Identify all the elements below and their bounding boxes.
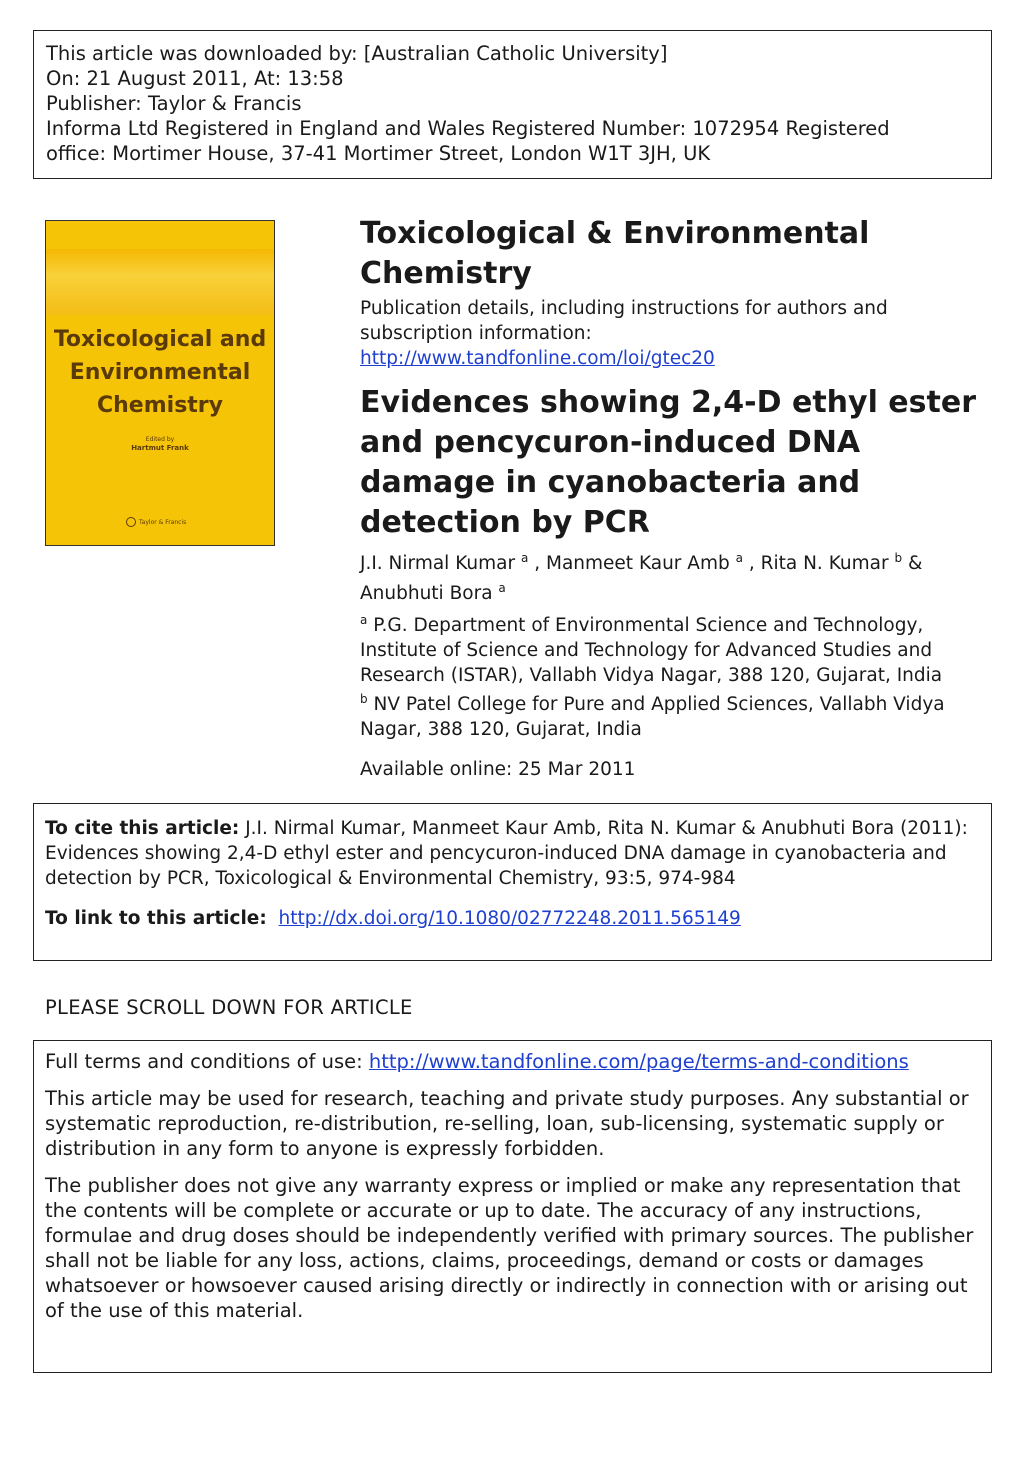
author-affiliation-mark: a bbox=[735, 550, 743, 565]
cover-band bbox=[46, 249, 274, 315]
cite-paragraph bbox=[45, 816, 980, 891]
journal-title: Toxicological & Environmental Chemistry bbox=[360, 216, 870, 291]
terms-link[interactable]: http://www.tandfonline.com/page/terms-and-conditions bbox=[368, 1050, 909, 1073]
cover-title-line: Chemistry bbox=[97, 393, 223, 418]
publisher-logo bbox=[126, 517, 186, 527]
author-name: Rita N. Kumar bbox=[760, 553, 889, 574]
doi-link[interactable]: http://dx.doi.org/10.1080/02772248.2011.565149 bbox=[278, 908, 741, 929]
publication-details-text: Publication details, including instructions for authors and subscription information: bbox=[360, 298, 888, 344]
affiliation-mark: b bbox=[360, 691, 368, 706]
author-affiliation-mark: b bbox=[894, 550, 903, 565]
available-online: Available online: 25 Mar 2011 bbox=[360, 759, 636, 780]
cover-title bbox=[46, 323, 274, 422]
article-info bbox=[360, 214, 990, 782]
download-line: On: 21 August 2011, At: 13:58 bbox=[46, 67, 344, 90]
affiliation-text: NV Patel College for Pure and Applied Sciences, Vallabh Vidya Nagar, 388 120, Gujarat, India bbox=[360, 694, 945, 740]
terms-disclaimer-paragraph: The publisher does not give any warranty express or implied or make any representation that the contents will be complete or accurate or up to date. The accuracy of any instructions, formulae and drug doses should be independently verified with primary sources. The publisher shall not be liable for any loss, actions, claims, proceedings, demand or costs or damages whatsoever or howsoever caused arising directly or indirectly in connection with or arising out of the use of this material. bbox=[45, 1174, 974, 1322]
download-line: This article was downloaded by: [Australian Catholic University] bbox=[46, 42, 668, 65]
download-line: Informa Ltd Registered in England and Wales Registered Number: 1072954 Registered bbox=[46, 117, 890, 140]
cover-editor-name: Hartmut Frank bbox=[131, 444, 189, 452]
author-separator: , bbox=[528, 553, 546, 574]
terms-intro: Full terms and conditions of use: bbox=[45, 1050, 369, 1073]
cite-label: To cite this article: bbox=[45, 818, 240, 839]
author-name: Anubhuti Bora bbox=[360, 583, 493, 604]
cover-edited-by: Edited by bbox=[145, 436, 175, 443]
affiliation bbox=[360, 613, 990, 688]
cite-text: J.I. Nirmal Kumar, Manmeet Kaur Amb, Rita N. Kumar & Anubhuti Bora (2011): Evidences showing 2,4-D ethyl ester and pencycuron-induced DNA damage in cyanobacteria and detection by PCR, Toxicological & Environmental Chemistry, 93:5, 974-984 bbox=[45, 818, 968, 889]
author-separator: , bbox=[742, 553, 761, 574]
cover-title-line: Toxicological and bbox=[53, 327, 267, 352]
terms-box bbox=[33, 1040, 992, 1373]
publisher-logo-icon bbox=[126, 517, 136, 527]
affiliation bbox=[360, 692, 990, 742]
link-label: To link to this article: bbox=[45, 908, 267, 929]
citation-box bbox=[33, 803, 992, 961]
cover-editor bbox=[46, 435, 274, 453]
author-name: Manmeet Kaur Amb bbox=[546, 553, 730, 574]
author-affiliation-mark: a bbox=[498, 580, 506, 595]
author-affiliation-mark: a bbox=[520, 550, 529, 565]
publisher-logo-text: Taylor & Francis bbox=[139, 518, 187, 526]
publication-details bbox=[360, 296, 990, 371]
terms-intro-paragraph bbox=[45, 1049, 980, 1074]
author-name: J.I. Nirmal Kumar bbox=[360, 553, 516, 574]
journal-link[interactable]: http://www.tandfonline.com/loi/gtec20 bbox=[360, 348, 715, 369]
journal-cover-image bbox=[45, 220, 275, 546]
affiliation-mark: a bbox=[360, 612, 368, 627]
download-line: Publisher: Taylor & Francis bbox=[46, 92, 302, 115]
affiliation-text: P.G. Department of Environmental Science and Technology, Institute of Science and Technology for Advanced Studies and Research (ISTAR), Vallabh Vidya Nagar, 388 120, Gujarat, India bbox=[360, 615, 943, 686]
download-line: office: Mortimer House, 37-41 Mortimer Street, London W1T 3JH, UK bbox=[46, 142, 711, 165]
author-list bbox=[360, 549, 990, 609]
terms-usage-paragraph: This article may be used for research, teaching and private study purposes. Any substantial or systematic reproduction, re-distribution, re-selling, loan, sub-licensing, systematic supply or distribution in any form to anyone is expressly forbidden. bbox=[45, 1087, 969, 1160]
cover-title-line: Environmental bbox=[69, 360, 251, 385]
link-paragraph bbox=[45, 906, 980, 931]
article-title: Evidences showing 2,4-D ethyl ester and pencycuron-induced DNA damage in cyanobacteria and detection by PCR bbox=[360, 385, 976, 540]
scroll-down-notice: PLEASE SCROLL DOWN FOR ARTICLE bbox=[45, 996, 413, 1019]
author-separator: & bbox=[902, 553, 923, 574]
download-notice-box bbox=[33, 30, 992, 179]
